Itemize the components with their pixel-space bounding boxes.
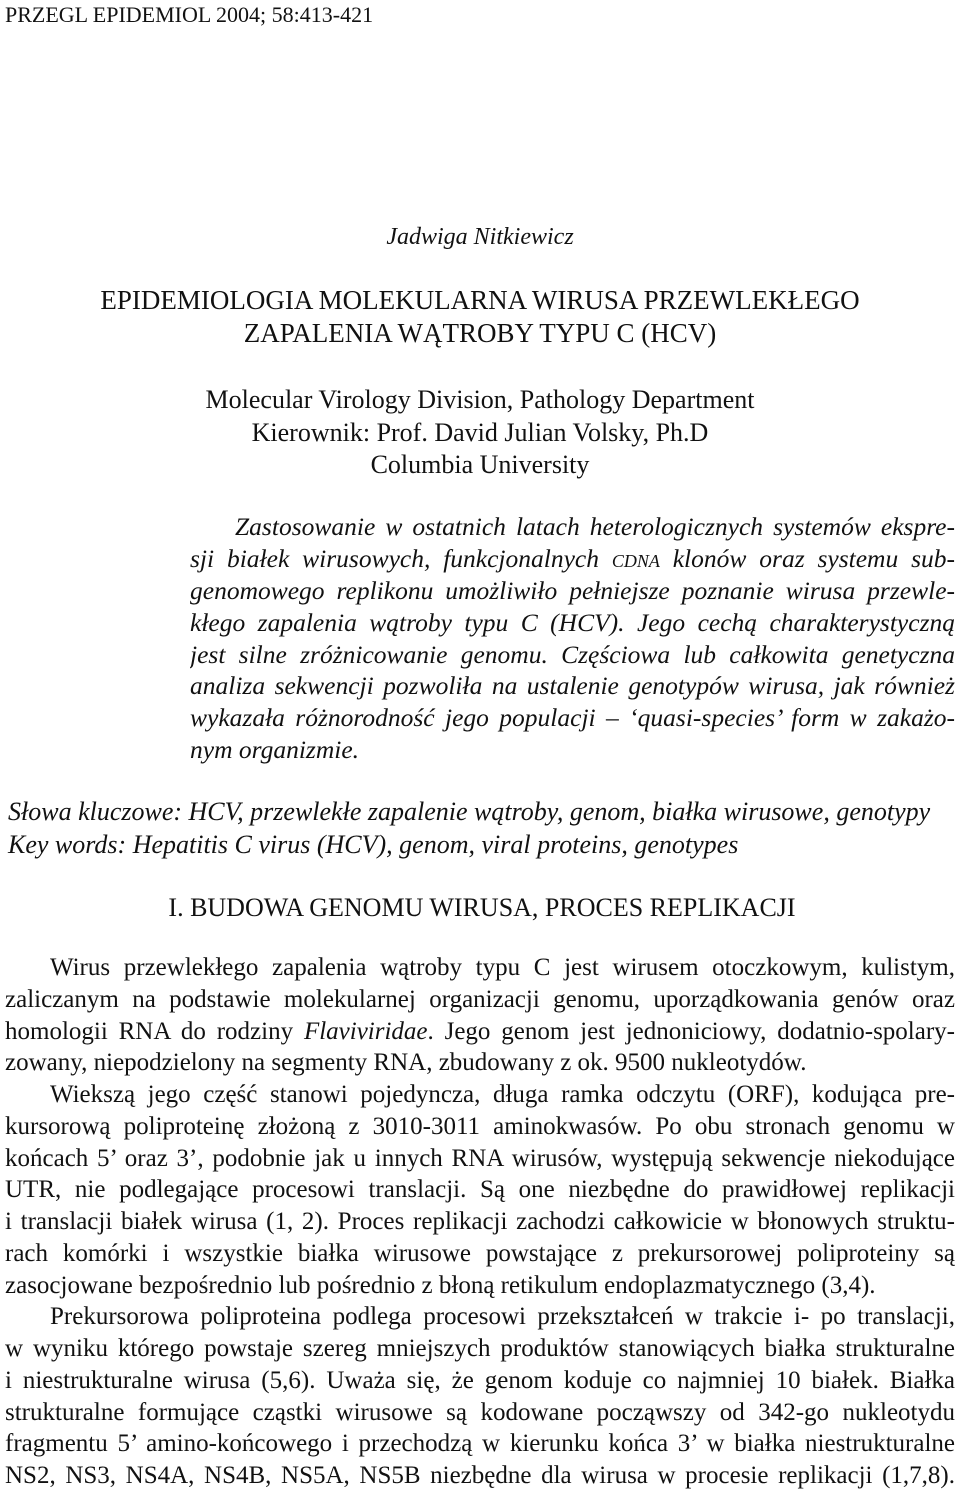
title-line: ZAPALENIA WĄTROBY TYPU C (HCV) [243,318,717,348]
affiliation [0,384,960,482]
abstract-text: klonów oraz systemu sub- [659,543,955,573]
abstract-line: Zastosowanie w ostatnich latach heterologicznych systemów ekspre- [235,512,955,541]
keywords-english: Key words: Hepatitis C virus (HCV), genom, viral proteins, genotypes [8,830,739,859]
body-text-line: zaliczanym na podstawie molekularnej organizacji genomu, uporządkowania genów oraz [5,985,955,1013]
keywords-polish: Słowa kluczowe: HCV, przewlekłe zapalenie wątroby, genom, białka wirusowe, genotypy [8,797,931,826]
author-name: Jadwiga Nitkiewicz [386,224,574,250]
body-text-line: zowany, niepodzielony na segmenty RNA, zbudowany z ok. 9500 nukleotydów. [5,1049,807,1077]
affiliation-line: Kierownik: Prof. David Julian Volsky, Ph.D [251,417,709,447]
affiliation-line: Columbia University [370,450,590,479]
body-text-line: fragmentu 5’ amino-końcowego i przechodzą w kierunku końca 3’ w białka niestrukturalne [5,1430,955,1458]
abstract-line: analiza sekwencji pozwoliła na ustalenie genotypów wirusa, jak również [190,671,955,701]
keywords [8,795,930,861]
abstract-text: sji białek wirusowych, funkcjonalnych [190,543,612,573]
abstract-line: nym organizmie. [190,735,360,765]
body-text: homologii RNA do rodziny [5,1017,304,1045]
body-text-line: rach komórki i wszystkie białka wirusowe powstające z prekursorowej poliproteiny są [5,1239,955,1267]
abstract-line: jest silne zróżnicowanie genomu. Częściowa lub całkowita genetyczna [190,639,955,669]
abstract-line [190,543,955,575]
body-text-line: i niestrukturalne wirusa (5,6). Uważa się, że genom koduje co najmniej 10 białek. Białka [5,1366,955,1394]
body-text-line: i translacji białek wirusa (1, 2). Proces replikacji zachodzi całkowicie w błonowych struktu- [5,1208,955,1235]
abstract-line: wykazała różnorodność jego populacji – ‘quasi-species’ form w zakażo- [190,703,955,733]
body-text-line: w wyniku którego powstaje szereg mniejszych produktów stanowiących białka strukturalne [5,1335,955,1362]
article-title [0,284,960,350]
body-text-line: kursorową poliproteinę złożoną z 3010-3011 aminokwasów. Po obu stronach genomu w [5,1112,955,1140]
abstract-line: genomowego replikonu umożliwiło pełniejsze poznanie wirusa przewle- [190,575,955,605]
title-line: EPIDEMIOLOGIA MOLEKULARNA WIRUSA PRZEWLEKŁEGO [100,285,860,315]
section-heading: I. BUDOWA GENOMU WIRUSA, PROCES REPLIKACJI [168,893,796,922]
body-text-line: zasocjowane bezpośrednio lub pośrednio z błoną retikulum endoplazmatycznego (3,4). [5,1271,876,1299]
body-text-line: NS2, NS3, NS4A, NS4B, NS5A, NS5B niezbędne dla wirusa w procesie replikacji (1,7,8). [5,1462,955,1489]
section-body [5,952,955,1492]
body-text: . Jego genom jest jednoniciowy, dodatnio-spolary- [427,1017,955,1045]
abstract [190,511,955,766]
cdna-term: cdna [611,543,660,573]
body-text-line: strukturalne formujące cząstki wirusowe są kodowane począwszy od 342-go nukleotydu [5,1398,955,1426]
body-text-line: UTR, nie podlegające procesowi translacji. Są one niezbędne do prawidłowej replikacji [5,1176,955,1204]
body-text-line: Wiekszą jego część stanowi pojedyncza, długa ramka odczytu (ORF), kodująca pre- [50,1081,955,1108]
body-text-line: końcach 5’ oraz 3’, podobnie jak u innych RNA wirusów, występują sekwencje niekodujące [5,1144,955,1172]
body-text-line: Wirus przewlekłego zapalenia wątroby typu C jest wirusem otoczkowym, kulistym, [50,954,955,981]
abstract-line: kłego zapalenia wątroby typu C (HCV). Jego cechą charakterystyczną [190,607,955,637]
affiliation-line: Molecular Virology Division, Pathology Department [205,385,755,414]
taxon-name: Flaviviridae [303,1017,428,1045]
body-text-line: Prekursorowa poliproteina podlega procesowi przekształceń w trakcie i- po translacji, [50,1303,955,1331]
body-text-line [5,1016,955,1048]
journal-citation: PRZEGL EPIDEMIOL 2004; 58:413-421 [5,2,374,27]
